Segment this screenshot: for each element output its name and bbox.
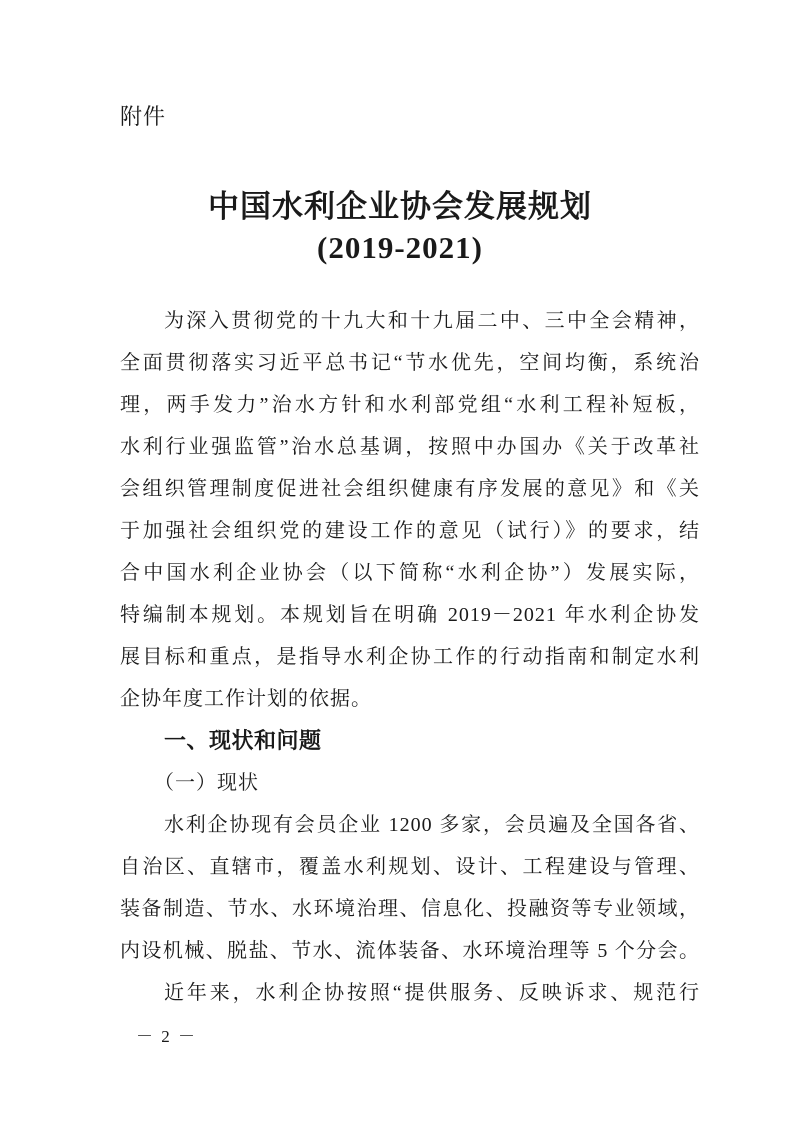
document-line: 企协年度工作计划的依据。: [120, 688, 372, 710]
document-line: 全面贯彻落实习近平总书记“节水优先，空间均衡，系统治: [120, 352, 700, 374]
document-body: [120, 300, 700, 1014]
paragraph-2: [120, 804, 700, 972]
document-line: 近年来，水利企协按照“提供服务、反映诉求、规范行: [164, 982, 700, 1004]
document-line: 合中国水利企业协会（以下简称“水利企协”）发展实际，: [120, 562, 700, 584]
document-line: 水利企协现有会员企业 1200 多家，会员遍及全国各省、: [164, 814, 700, 836]
paragraph-3: [120, 972, 700, 1014]
section-heading-1: 一、现状和问题: [164, 728, 322, 753]
paragraph-1: [120, 300, 700, 720]
page-number: － 2 －: [136, 1027, 197, 1046]
title-line-2: (2019-2021): [317, 230, 483, 265]
document-line: 理，两手发力”治水方针和水利部党组“水利工程补短板，: [120, 394, 700, 416]
document-line: 水利行业强监管”治水总基调，按照中办国办《关于改革社: [120, 436, 700, 458]
document-line: 自治区、直辖市，覆盖水利规划、设计、工程建设与管理、: [120, 856, 700, 878]
document-line: 装备制造、节水、水环境治理、信息化、投融资等专业领域，: [120, 898, 700, 920]
attachment-label: 附件: [120, 104, 167, 129]
document-line: 于加强社会组织党的建设工作的意见（试行）》的要求，结: [120, 520, 700, 542]
document-line: 特编制本规划。本规划旨在明确 2019－2021 年水利企协发: [120, 604, 700, 626]
document-line: 会组织管理制度促进社会组织健康有序发展的意见》和《关: [120, 478, 700, 500]
document-title: [0, 186, 800, 268]
document-line: 展目标和重点，是指导水利企协工作的行动指南和制定水利: [120, 646, 700, 668]
subsection-heading-1: （一）现状: [154, 772, 259, 794]
title-line-1: 中国水利企业协会发展规划: [208, 189, 592, 224]
document-line: 为深入贯彻党的十九大和十九届二中、三中全会精神，: [164, 310, 700, 332]
document-line: 内设机械、脱盐、节水、流体装备、水环境治理等 5 个分会。: [120, 940, 700, 962]
